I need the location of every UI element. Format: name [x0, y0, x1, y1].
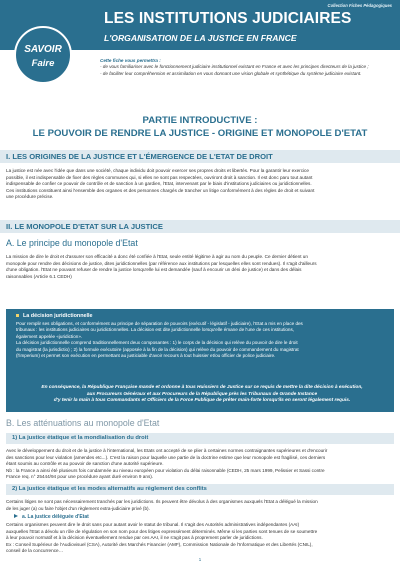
section-2-band — [0, 220, 400, 233]
sub-1-text — [6, 448, 394, 481]
paragraph-line: La mission de dire le droit et d'assurer son efficacité a donc été confiée à l'Etat, seule entité légitime à agir au nom du peuple. Ce dernier détient un — [6, 254, 308, 259]
decision-text — [16, 321, 388, 359]
sub-a-text — [6, 522, 394, 555]
triangle-bullet-icon — [14, 514, 18, 518]
paragraph-line: Pour remplir ses obligations, et conformément au principe de séparation de pouvoirs (exécutif - législatif - judiciaire), l'Etat a mis en place des — [16, 321, 303, 326]
sub-2-title: 2) La justice étatique et les modes alternatifs au règlement des conflits — [12, 486, 207, 492]
sub-2-text — [6, 499, 394, 512]
section-1-band — [0, 150, 400, 163]
paragraph-line: Ex : Conseil Supérieur de l'Audiovisuel (CSA), Autorité des Marchés Financier (AMF), Commission Nationale de l'Informatique et des Libertés (CNIL), — [6, 541, 313, 547]
decision-title: La décision juridictionnelle — [16, 313, 93, 319]
paragraph-line: Nb : la France a ainsi été plusieurs fois condamnée au niveau européen pour violation du délai raisonnable (CEDH, 25 mars 1999, Pelissier et Sassi contre — [6, 467, 325, 473]
quote-line: aux Procureurs Généraux et aux Procureurs de la République près les Tribunaux de Grande Instance — [86, 391, 318, 397]
paragraph-line: également appelée «juridiction». — [16, 333, 83, 339]
bullet-icon — [16, 314, 19, 317]
sub-title: L'ORGANISATION DE LA JUSTICE EN FRANCE — [104, 33, 297, 43]
paragraph-line: à leur pouvoir normatif et à la décision éventuellement rendue par ces AAI, il ne s'agit pas à proprement parler de juridictions. — [6, 535, 263, 541]
paragraph-line: possible, il est indispensable de fixer des règles communes qui, si elles ne sont pas respectées, ouvriront droit à sanction. Il est donc paru tout autant — [6, 174, 313, 180]
paragraph-line: de les juger (a) ou faire l'objet d'un règlement extra-judiciaire privé (b). — [6, 505, 150, 511]
paragraph-line: du magistrat (la jurisdictio) ; 2) la formule exécutoire (apposée à la fin de la décision) qui relève du pouvoir de commandement du magistrat — [16, 346, 299, 352]
paragraph-line: Avec le développement du droit et de la justice à l'international, les Etats ont accepté de se plier à certaines normes contraignantes supérieures et d'encourir — [6, 448, 328, 453]
intro-heading: Cette fiche vous permettra : — [100, 58, 161, 63]
paragraph-line: raisonnables (Article 6.1 CEDH) — [6, 273, 72, 279]
collection-label: Collection Fiches Pédagogiques — [327, 3, 392, 8]
paragraph-line: une procédure précise. — [6, 194, 54, 200]
intro-line: - de faciliter leur compréhension et assimilation en vous donnant une vision globale et synthétique du système judiciaire existant. — [100, 70, 362, 76]
part-title-line-1: PARTIE INTRODUCTIVE : — [142, 115, 258, 126]
badge-line-2: Faire — [31, 58, 55, 69]
paragraph-line: des sanctions pour leur violation (amendes etc...). C'est la raison pour laquelle une partie de la doctrine estime que leur monopole est fragilisé, ces derniers — [6, 454, 326, 460]
page-number: 1 — [198, 557, 202, 562]
paragraph-line: Certains litiges ne sont pas nécessairement tranchés par les juridictions. Ils peuvent être dévolus à des organismes auxquels l'Etat a délégué la mission — [6, 499, 318, 504]
paragraph-line: d'une obligation. l'Etat ne pouvant refuser de rendre la justice lorsqu'elle lui est demandée (sauf à encourir un déni de justice) et dans des délais — [6, 267, 302, 273]
section-1-text — [6, 168, 394, 201]
executory-formula — [16, 385, 388, 405]
sub-2-box — [6, 484, 394, 495]
part-a-title: A. Le principe du monopole d'Etat — [6, 238, 138, 248]
paragraph-line: Certains organismes peuvent dire le droit sans pour autant avoir le statut de tribunal. Il s'agit des Autorités administratives indépendantes (AAI) — [6, 522, 300, 527]
part-b-title: B. Les atténuations au monopole d'Etat — [6, 418, 160, 428]
paragraph-line: conseil de la concurrence… — [6, 548, 64, 554]
paragraph-line: La décision juridictionnelle comprend traditionnellement deux composantes : 1) le corps de la décision qui relève du pouvoir de dire le droit — [16, 340, 298, 346]
part-a-text — [6, 254, 394, 280]
paragraph-line: La justice est née avec l'idée que dans une société, chaque individu doit pouvoir exercer ses propres droits et libertés. Pour la garantir leur exercice — [6, 168, 309, 173]
section-2-title: II. LE MONOPOLE D'ETAT SUR LA JUSTICE — [6, 222, 163, 231]
main-title: LES INSTITUTIONS JUDICIAIRES — [104, 10, 352, 27]
paragraph-line: indispensable de confier ce pouvoir de contrôle et de sanction à un gardien, l'Etat, intervenant par le biais d'institutions judiciaires ou juridictionnelles. — [6, 181, 312, 187]
part-title-line-2: LE POUVOIR DE RENDRE LA JUSTICE - ORIGINE ET MONOPOLE D'ETAT — [32, 128, 368, 139]
decision-box — [6, 309, 394, 412]
paragraph-line: tribunaux : les institutions judiciaires ou juridictionnelles. La décision est dite juridictionnelle lorsqu'elle émane de l'une de ces institutions, — [16, 327, 295, 333]
section-1-title: I. LES ORIGINES DE LA JUSTICE ET L'ÉMERGENCE DE L'ETAT DE DROIT — [6, 152, 273, 161]
paragraph-line: auxquelles l'Etat a dévolu un rôle de régulation en son nom pour des litiges expressément déterminés. Même si les parties sont tenues de se soumettre — [6, 528, 318, 534]
quote-line: En conséquence, la République Française mande et ordonne à tous Huissiers de Justice sur ce requis de mettre la dite décision à exécution, — [41, 385, 363, 390]
quote-line: d'y tenir la main à tous Commandants et Officiers de la Force Publique de prêter main-forte lorsqu'ils en seront légalement requis. — [53, 398, 351, 404]
sub-a-title: a. La justice déléguée d'Etat — [14, 514, 89, 520]
sub-1-title: 1) La justice étatique et la mondialisation du droit — [12, 435, 149, 441]
paragraph-line: (l'imperium) et permet son exécution en permettant au justiciable d'avoir recours à tout huissier et/ou officier de police judiciaire. — [16, 353, 276, 359]
paragraph-line: France req. n° 25444/94 pour une procédure ayant duré environ 9 ans). — [6, 474, 154, 480]
badge-line-1: SAVOIR — [24, 44, 62, 55]
paragraph-line: monopole pour rendre des décisions de justice, dites juridictionnelles (par référence aux institutions par lesquelles elles sont rendues). Il s'agit d'ailleurs — [6, 260, 317, 266]
savoir-faire-badge — [14, 26, 72, 84]
paragraph-line: étant soumis au contrôle et au pouvoir de sanction d'une autorité supérieure. — [6, 461, 164, 467]
paragraph-line: Ces institutions constituent ainsi l'ensemble des organes et des personnes chargés de trancher un litige conformément à des règles de droit et suivant — [6, 187, 315, 193]
intro-line: - de vous familiariser avec le fonctionnement judiciaire institutionnel existant en France et avec les principes directeurs de la justice ; — [100, 64, 369, 70]
intro-block — [100, 58, 392, 77]
sub-1-box — [6, 433, 394, 444]
